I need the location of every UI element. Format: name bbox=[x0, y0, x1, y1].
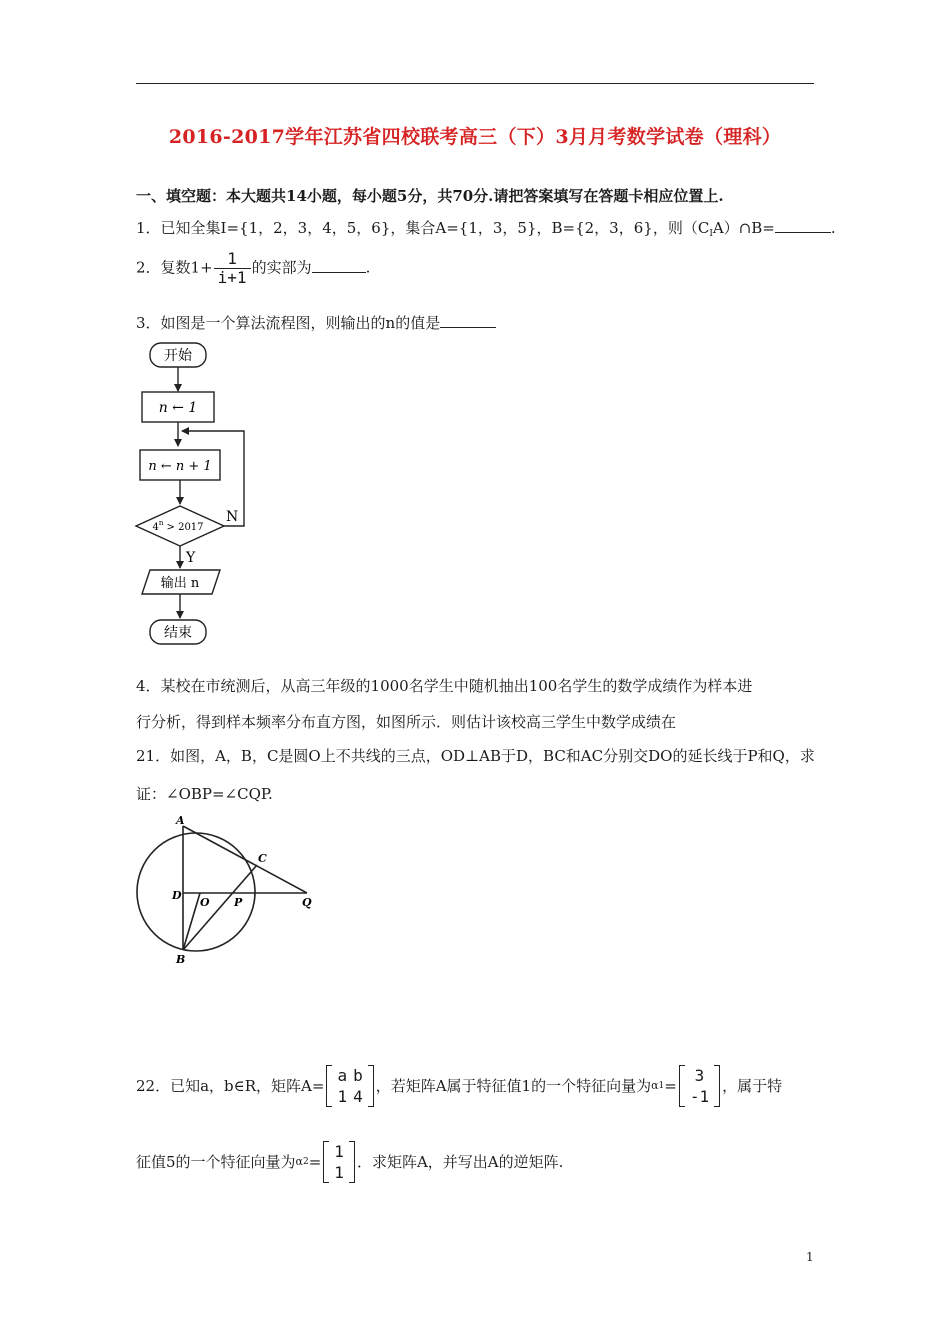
page-number: 1 bbox=[806, 1250, 814, 1264]
flowchart-init-label: n ← 1 bbox=[158, 400, 198, 416]
answer-blank[interactable] bbox=[312, 258, 366, 273]
alpha2-sub: 2 bbox=[302, 1157, 309, 1167]
vector-cell: -1 bbox=[689, 1087, 710, 1106]
answer-blank[interactable] bbox=[775, 218, 831, 233]
question-3 bbox=[136, 313, 496, 333]
matrix-a-cell: b bbox=[353, 1066, 363, 1085]
matrix-a-cell: 1 bbox=[337, 1087, 348, 1106]
fraction bbox=[214, 250, 251, 287]
alpha1-sub: 1 bbox=[658, 1081, 665, 1091]
label-o: O bbox=[200, 896, 210, 909]
q1-sub: I bbox=[709, 229, 713, 239]
vector-cell: 1 bbox=[334, 1163, 344, 1182]
flowchart-yes-label: Y bbox=[186, 550, 196, 566]
section-heading: 一、填空题：本大题共14小题，每小题5分，共70分.请把答案填写在答题卡相应位置上. bbox=[136, 187, 724, 205]
alpha2-symbol: α bbox=[295, 1155, 303, 1168]
page-title: 2016-2017学年江苏省四校联考高三（下）3月月考数学试卷（理科） bbox=[168, 126, 782, 148]
q22-pre: 22．已知a，b∈R，矩阵A= bbox=[136, 1077, 325, 1095]
flowchart-output-label: 输出 n bbox=[160, 576, 200, 591]
alpha1-symbol: α bbox=[651, 1079, 659, 1092]
flowchart-start-label: 开始 bbox=[164, 348, 192, 364]
matrix-a-cell: a bbox=[337, 1066, 348, 1085]
fraction-denominator: i+1 bbox=[214, 268, 251, 287]
flowchart-decision-label: $4^n > 2017$ bbox=[152, 519, 204, 533]
label-b: B bbox=[176, 953, 186, 966]
q1-tail: A）∩B= bbox=[712, 219, 775, 237]
label-a: A bbox=[176, 814, 185, 827]
question-4-line-2: 行分析，得到样本频率分布直方图，如图所示．则估计该校高三学生中数学成绩在 bbox=[136, 713, 677, 731]
matrix-a bbox=[326, 1065, 373, 1107]
answer-blank[interactable] bbox=[440, 313, 496, 328]
q22-line2-pre: 征值5的一个特征向量为 bbox=[136, 1153, 296, 1171]
label-d: D bbox=[172, 889, 182, 902]
circle-o bbox=[137, 833, 255, 951]
matrix-a-cell: 4 bbox=[353, 1087, 363, 1106]
q3-text: 3．如图是一个算法流程图，则输出的n的值是 bbox=[136, 314, 441, 332]
eq-sign: = bbox=[664, 1077, 677, 1095]
q2-post: 的实部为 bbox=[251, 258, 312, 277]
fraction-numerator: 1 bbox=[227, 249, 237, 268]
geometry-figure bbox=[134, 812, 316, 968]
label-c: C bbox=[258, 852, 267, 865]
question-22-line-2 bbox=[136, 1138, 563, 1186]
flowchart-end-label: 结束 bbox=[164, 625, 192, 641]
q2-pre: 2．复数1+ bbox=[136, 258, 213, 277]
q2-end: . bbox=[365, 258, 371, 277]
question-2 bbox=[136, 250, 370, 287]
label-q: Q bbox=[302, 896, 312, 909]
question-21-line-1: 21．如图，A，B，C是圆O上不共线的三点，OD⊥AB于D，BC和AC分别交DO的延长线于P和Q，求 bbox=[136, 747, 815, 765]
q22-mid: ，若矩阵A属于特征值1的一个特征向量为 bbox=[375, 1077, 652, 1095]
flowchart-no-label: N bbox=[226, 509, 239, 525]
segment-bc bbox=[183, 865, 257, 950]
vector-cell: 1 bbox=[334, 1142, 344, 1161]
vector-cell: 3 bbox=[694, 1066, 705, 1085]
vector-alpha1 bbox=[679, 1065, 720, 1107]
flowchart-step-label: n ← n + 1 bbox=[148, 459, 212, 474]
segment-ac-q bbox=[183, 826, 307, 893]
question-4-line-1: 4．某校在市统测后，从高三年级的1000名学生中随机抽出100名学生的数学成绩作为样本进 bbox=[136, 677, 753, 695]
q22-line2-post: ．求矩阵A，并写出A的逆矩阵. bbox=[356, 1153, 564, 1171]
label-p: P bbox=[234, 896, 243, 909]
q1-complement: C bbox=[697, 219, 710, 237]
question-21-line-2: 证：∠OBP=∠CQP. bbox=[136, 785, 273, 803]
q1-text: 1．已知全集I={1，2，3，4，5，6}，集合A={1，3，5}，B={2，3，6}，则（ bbox=[136, 219, 698, 237]
eq-sign: = bbox=[308, 1153, 322, 1171]
vector-alpha2 bbox=[323, 1141, 355, 1183]
question-1 bbox=[136, 218, 836, 244]
question-22-line-1 bbox=[136, 1062, 782, 1110]
q1-end: . bbox=[830, 219, 836, 237]
header-rule bbox=[136, 83, 814, 84]
flowchart bbox=[134, 340, 250, 650]
q22-tail: ，属于特 bbox=[722, 1077, 783, 1095]
